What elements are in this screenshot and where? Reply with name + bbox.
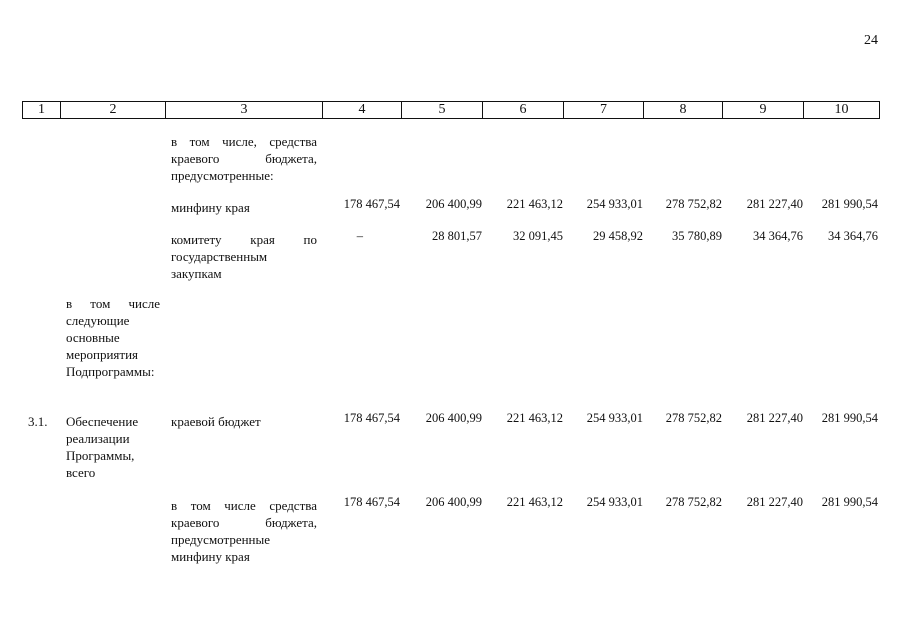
row-2-value-10: 34 364,76 <box>828 229 878 243</box>
header-cell-5: 5 <box>402 102 483 119</box>
header-cell-10: 10 <box>804 102 880 119</box>
row-1-value-5: 206 400,99 <box>425 197 482 211</box>
row-1-value-4: 178 467,54 <box>343 197 400 211</box>
row-2-value-8: 35 780,89 <box>672 229 722 243</box>
row-2-value-9: 34 364,76 <box>753 229 803 243</box>
row-5-value-10: 281 990,54 <box>821 495 878 509</box>
header-cell-2: 2 <box>61 102 166 119</box>
header-cell-4: 4 <box>323 102 402 119</box>
row-5-value-7: 254 933,01 <box>586 495 643 509</box>
row-4-value-5: 206 400,99 <box>425 411 482 425</box>
row-4-value-8: 278 752,82 <box>665 411 722 425</box>
row-5-value-6: 221 463,12 <box>506 495 563 509</box>
header-cell-9: 9 <box>723 102 804 119</box>
row-1-value-10: 281 990,54 <box>821 197 878 211</box>
row-4-value-10: 281 990,54 <box>821 411 878 425</box>
row-1-value-9: 281 227,40 <box>746 197 803 211</box>
row-4-source: краевой бюджет <box>171 414 261 429</box>
header-cell-8: 8 <box>644 102 723 119</box>
page-number: 24 <box>864 33 878 48</box>
row-4-value-4: 178 467,54 <box>343 411 400 425</box>
row-0-source: в том числе, средства краевого бюджета, предусмотренные: <box>171 134 317 183</box>
row-2-source: комитету края по государственным закупкам <box>171 232 317 281</box>
row-2-value-5: 28 801,57 <box>432 229 482 243</box>
row-4-activity: Обеспечение реализации Программы, всего <box>66 414 139 480</box>
row-3-activity: в том числе следующие основные мероприятия Подпрограммы: <box>66 296 160 379</box>
row-4-value-6: 221 463,12 <box>506 411 563 425</box>
row-5-value-4: 178 467,54 <box>343 495 400 509</box>
row-1-source: минфину края <box>171 200 250 215</box>
row-5-value-8: 278 752,82 <box>665 495 722 509</box>
column-number-header <box>22 101 880 119</box>
row-5-value-9: 281 227,40 <box>746 495 803 509</box>
row-1-value-6: 221 463,12 <box>506 197 563 211</box>
header-cell-1: 1 <box>23 102 61 119</box>
row-2-value-6: 32 091,45 <box>513 229 563 243</box>
row-5-source: в том числе средства краевого бюджета, предусмотренные минфину края <box>171 498 317 564</box>
header-cell-6: 6 <box>483 102 564 119</box>
row-4-value-7: 254 933,01 <box>586 411 643 425</box>
header-cell-3: 3 <box>166 102 323 119</box>
header-row <box>23 102 880 119</box>
row-1-value-7: 254 933,01 <box>586 197 643 211</box>
header-cell-7: 7 <box>564 102 644 119</box>
row-1-value-8: 278 752,82 <box>665 197 722 211</box>
row-2-value-7: 29 458,92 <box>593 229 643 243</box>
row-2-value-4: – <box>356 229 363 243</box>
row-4-number: 3.1. <box>28 414 48 429</box>
row-4-value-9: 281 227,40 <box>746 411 803 425</box>
row-5-value-5: 206 400,99 <box>425 495 482 509</box>
